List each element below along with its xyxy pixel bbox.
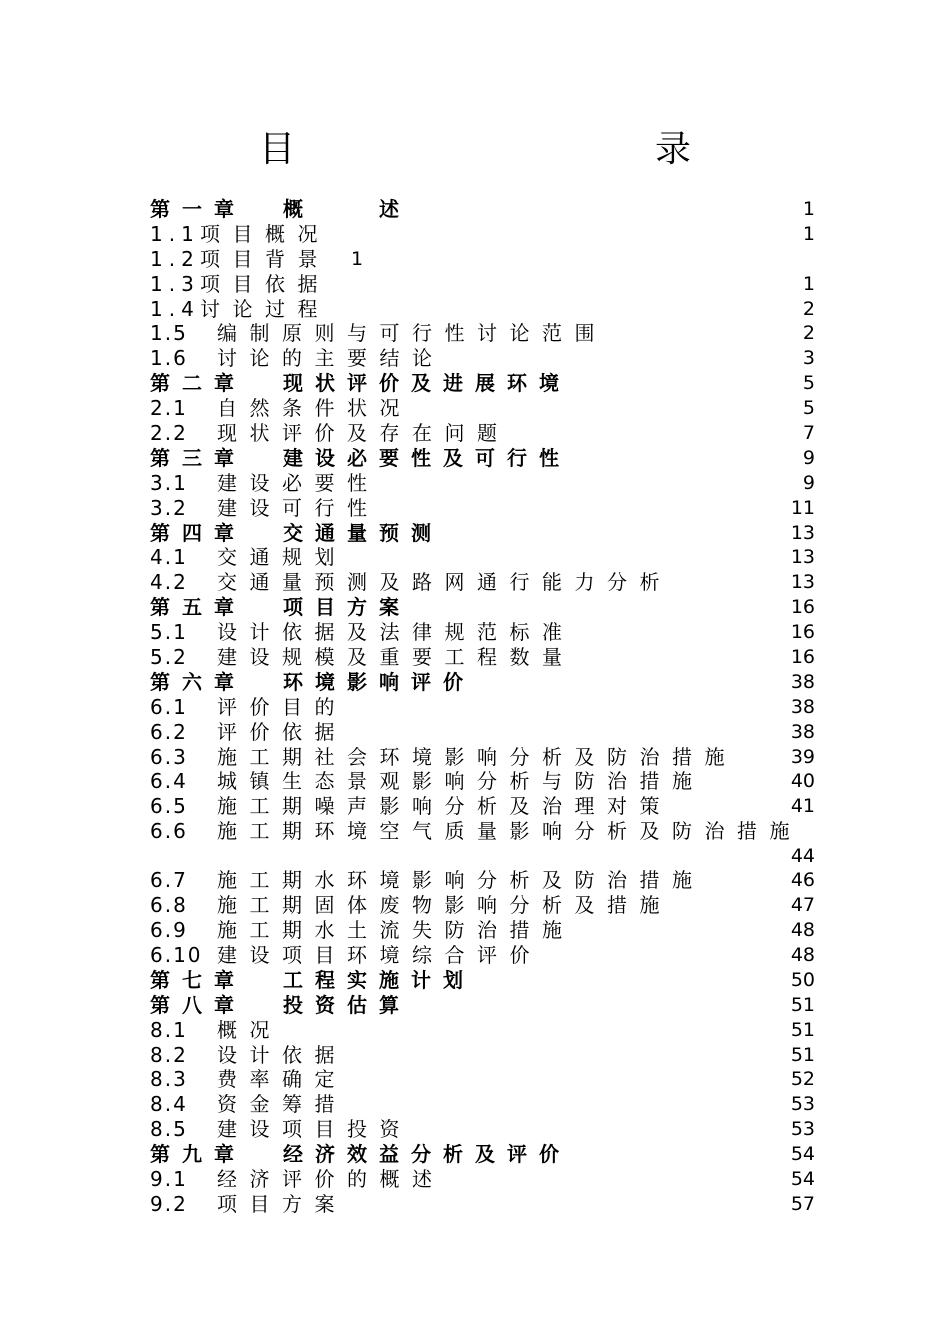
toc-entry-title: 交通量预测 xyxy=(283,520,443,545)
toc-entry-title: 项目方案 xyxy=(283,595,411,620)
toc-entry-page: 54 xyxy=(790,1143,815,1166)
toc-entry-number: 第八章 xyxy=(150,992,246,1017)
toc-entry-number: 1.2 xyxy=(150,246,200,271)
toc-section-entry[interactable] xyxy=(150,794,815,819)
toc-section-entry[interactable] xyxy=(150,720,815,745)
toc-entry-number: 6.10 xyxy=(150,942,203,967)
toc-entry-number: 6.9 xyxy=(150,918,188,943)
toc-chapter-entry[interactable] xyxy=(150,993,815,1018)
toc-entry-number: 第一章 xyxy=(150,197,246,221)
toc-entry-title: 工程实施计划 xyxy=(283,967,475,992)
toc-entry-title: 交通规划 xyxy=(217,545,347,570)
toc-chapter-entry[interactable] xyxy=(150,1142,815,1167)
toc-entry-page: 5 xyxy=(802,397,815,420)
toc-entry-title: 编制原则与可行性讨论范围 xyxy=(217,321,607,346)
toc-entry-page: 1 xyxy=(351,247,364,270)
toc-entry-number: 第六章 xyxy=(150,669,246,694)
page-title: 目 录 xyxy=(258,129,787,170)
toc-entry-number: 1.6 xyxy=(150,346,188,371)
toc-entry-number: 第二章 xyxy=(150,371,246,396)
toc-section-entry[interactable] xyxy=(150,1067,815,1092)
toc-entry-page: 41 xyxy=(790,795,815,818)
toc-section-entry[interactable] xyxy=(150,545,815,570)
toc-entry-title: 项目方案 xyxy=(217,1191,347,1216)
toc-entry-number: 6.8 xyxy=(150,893,188,918)
toc-entry-title: 交通量预测及路网通行能力分析 xyxy=(217,570,672,595)
toc-entry-page: 47 xyxy=(790,894,815,917)
toc-entry-page: 2 xyxy=(802,297,815,320)
toc-entry-page: 51 xyxy=(790,993,815,1016)
toc-entry-title: 建设项目投资 xyxy=(217,1117,412,1142)
toc-entry-page: 16 xyxy=(790,646,815,669)
toc-entry-title: 讨论的主要结论 xyxy=(217,346,445,371)
toc-section-entry[interactable] xyxy=(150,918,815,943)
toc-entry-number: 8.1 xyxy=(150,1017,188,1042)
toc-entry-title: 投资估算 xyxy=(283,992,411,1017)
toc-entry-number: 9.2 xyxy=(150,1191,188,1216)
toc-section-entry[interactable] xyxy=(150,297,815,322)
toc-entry-page: 40 xyxy=(790,770,815,793)
toc-entry-page: 52 xyxy=(790,1068,815,1091)
toc-entry-page: 11 xyxy=(790,496,815,519)
toc-entry-number: 8.2 xyxy=(150,1042,188,1067)
toc-entry-page: 51 xyxy=(790,1043,815,1066)
toc-entry-title: 施工期噪声影响分析及治理对策 xyxy=(217,794,672,819)
toc-entry-page: 38 xyxy=(790,670,815,693)
toc-entry-page: 50 xyxy=(790,968,815,991)
toc-section-entry[interactable] xyxy=(150,321,815,346)
toc-entry-page: 1 xyxy=(802,272,815,295)
toc-entry-page: 54 xyxy=(790,1167,815,1190)
toc-entry-title: 自然条件状况 xyxy=(217,396,412,421)
toc-chapter-entry[interactable] xyxy=(150,595,815,620)
toc-entry-number: 第四章 xyxy=(150,520,246,545)
toc-entry-title: 施工期固体废物影响分析及措施 xyxy=(217,893,672,918)
toc-entry-page: 13 xyxy=(790,546,815,569)
toc-entry-page: 2 xyxy=(802,322,815,345)
toc-section-entry[interactable] xyxy=(150,769,815,794)
toc-entry-number: 6.3 xyxy=(150,744,188,769)
toc-entry-title: 建设规模及重要工程数量 xyxy=(217,645,575,670)
toc-entry-title: 建设必要性及可行性 xyxy=(283,445,571,470)
toc-entry-title: 经济效益分析及评价 xyxy=(283,1142,571,1167)
toc-entry-page: 9 xyxy=(802,471,815,494)
toc-entry-page: 53 xyxy=(790,1093,815,1116)
toc-chapter-entry[interactable] xyxy=(150,968,815,993)
toc-entry-title: 概 述 xyxy=(283,197,411,221)
toc-entry-page: 7 xyxy=(802,422,815,445)
toc-entry-number: 4.2 xyxy=(150,570,188,595)
toc-section-entry[interactable] xyxy=(150,1092,815,1117)
toc-entry-number: 9.1 xyxy=(150,1166,188,1191)
toc-entry-page: 9 xyxy=(802,446,815,469)
toc-entry-number: 1.3 xyxy=(150,271,200,296)
toc-section-entry[interactable] xyxy=(150,695,815,720)
toc-entry-page: 44 xyxy=(790,845,815,868)
toc-section-entry[interactable] xyxy=(150,893,815,918)
toc-entry-page: 38 xyxy=(790,720,815,743)
toc-entry-title: 评价目的 xyxy=(217,694,347,719)
toc-entry-number: 2.1 xyxy=(150,396,188,421)
toc-entry-title: 建设可行性 xyxy=(217,495,380,520)
toc-entry-number: 第七章 xyxy=(150,967,246,992)
toc-entry-page: 3 xyxy=(802,347,815,370)
toc-entry-title: 施工期水环境影响分析及防治措施 xyxy=(217,868,705,893)
toc-entry-page: 1 xyxy=(802,198,815,220)
toc-entry-title: 施工期环境空气质量影响分析及防治措施 xyxy=(217,819,802,844)
toc-section-entry[interactable] xyxy=(150,247,815,272)
toc-entry-title: 设计依据 xyxy=(217,1042,347,1067)
toc-entry-title: 施工期社会环境影响分析及防治措施 xyxy=(217,744,737,769)
toc-entry-page: 51 xyxy=(790,1018,815,1041)
toc-entry-page: 13 xyxy=(790,571,815,594)
toc-entry-title: 施工期水土流失防治措施 xyxy=(217,918,575,943)
toc-entry-number: 6.2 xyxy=(150,719,188,744)
toc-entry-page: 38 xyxy=(790,695,815,718)
toc-entry-number: 3.2 xyxy=(150,495,188,520)
toc-entry-number: 2.2 xyxy=(150,421,188,446)
toc-chapter-entry[interactable] xyxy=(150,670,815,695)
toc-section-entry[interactable] xyxy=(150,272,815,297)
toc-entry-number: 第九章 xyxy=(150,1142,246,1167)
toc-entry-number: 第五章 xyxy=(150,595,246,620)
toc-section-entry[interactable] xyxy=(150,1043,815,1068)
toc-entry-number: 1.1 xyxy=(150,221,200,246)
toc-entry-title: 环境影响评价 xyxy=(283,669,475,694)
toc-entry-page: 48 xyxy=(790,919,815,942)
toc-entry-number: 6.4 xyxy=(150,769,188,794)
toc-entry-page: 13 xyxy=(790,521,815,544)
toc-section-entry[interactable] xyxy=(150,421,815,446)
toc-section-entry[interactable] xyxy=(150,745,815,770)
toc-entry-number: 6.5 xyxy=(150,794,188,819)
toc-chapter-entry[interactable] xyxy=(150,197,815,222)
toc-entry-page: 1 xyxy=(802,222,815,245)
toc-entry-page: 39 xyxy=(790,745,815,768)
toc-entry-number: 3.1 xyxy=(150,470,188,495)
toc-entry-number: 1.5 xyxy=(150,321,188,346)
toc-entry-number: 6.6 xyxy=(150,819,188,844)
toc-entry-number: 5.1 xyxy=(150,620,188,645)
toc-entry-title: 现状评价及进展环境 xyxy=(283,371,571,396)
toc-section-entry[interactable] xyxy=(150,496,815,521)
toc-entry-page: 16 xyxy=(790,596,815,619)
toc-section-entry[interactable] xyxy=(150,1167,815,1192)
toc-entry-page: 5 xyxy=(802,372,815,395)
toc-entry-page: 48 xyxy=(790,943,815,966)
toc-section-entry[interactable] xyxy=(150,1117,815,1142)
toc-section-entry[interactable] xyxy=(150,620,815,645)
table-of-contents xyxy=(150,197,815,1217)
toc-section-entry[interactable] xyxy=(150,868,815,893)
toc-section-entry[interactable] xyxy=(150,471,815,496)
toc-entry-number: 6.7 xyxy=(150,868,188,893)
toc-entry-number: 1.4 xyxy=(150,296,200,321)
toc-entry-page: 46 xyxy=(790,869,815,892)
toc-entry-number: 8.3 xyxy=(150,1067,188,1092)
toc-entry-title: 建设项目环境综合评价 xyxy=(217,942,542,967)
toc-section-entry[interactable] xyxy=(150,1018,815,1043)
toc-entry-number: 第三章 xyxy=(150,445,246,470)
toc-entry-page: 16 xyxy=(790,621,815,644)
toc-section-entry[interactable] xyxy=(150,1192,815,1217)
toc-entry-number: 8.5 xyxy=(150,1117,188,1142)
toc-entry-title: 评价依据 xyxy=(217,719,347,744)
toc-entry-page: 57 xyxy=(790,1192,815,1215)
toc-entry-number: 5.2 xyxy=(150,645,188,670)
toc-entry-number: 6.1 xyxy=(150,694,188,719)
toc-entry-title: 项目背景 xyxy=(200,246,330,271)
toc-section-entry[interactable] xyxy=(150,570,815,595)
toc-entry-title: 费率确定 xyxy=(217,1067,347,1092)
toc-section-entry[interactable] xyxy=(150,819,815,868)
toc-entry-page: 53 xyxy=(790,1118,815,1141)
toc-chapter-entry[interactable] xyxy=(150,446,815,471)
toc-entry-title: 建设必要性 xyxy=(217,470,380,495)
toc-entry-title: 设计依据及法律规范标准 xyxy=(217,620,575,645)
toc-section-entry[interactable] xyxy=(150,346,815,371)
toc-chapter-entry[interactable] xyxy=(150,521,815,546)
toc-entry-title: 项目概况 xyxy=(200,221,330,246)
toc-entry-title: 讨论过程 xyxy=(200,296,330,321)
toc-chapter-entry[interactable] xyxy=(150,371,815,396)
toc-entry-number: 4.1 xyxy=(150,545,188,570)
toc-section-entry[interactable] xyxy=(150,645,815,670)
toc-entry-title: 概况 xyxy=(217,1017,282,1042)
toc-entry-title: 现状评价及存在问题 xyxy=(217,421,510,446)
toc-entry-title: 资金筹措 xyxy=(217,1092,347,1117)
toc-section-entry[interactable] xyxy=(150,943,815,968)
toc-section-entry[interactable] xyxy=(150,396,815,421)
toc-section-entry[interactable] xyxy=(150,222,815,247)
toc-entry-title: 项目依据 xyxy=(200,271,330,296)
toc-entry-number: 8.4 xyxy=(150,1092,188,1117)
toc-entry-title: 城镇生态景观影响分析与防治措施 xyxy=(217,769,705,794)
toc-entry-title: 经济评价的概述 xyxy=(217,1166,445,1191)
